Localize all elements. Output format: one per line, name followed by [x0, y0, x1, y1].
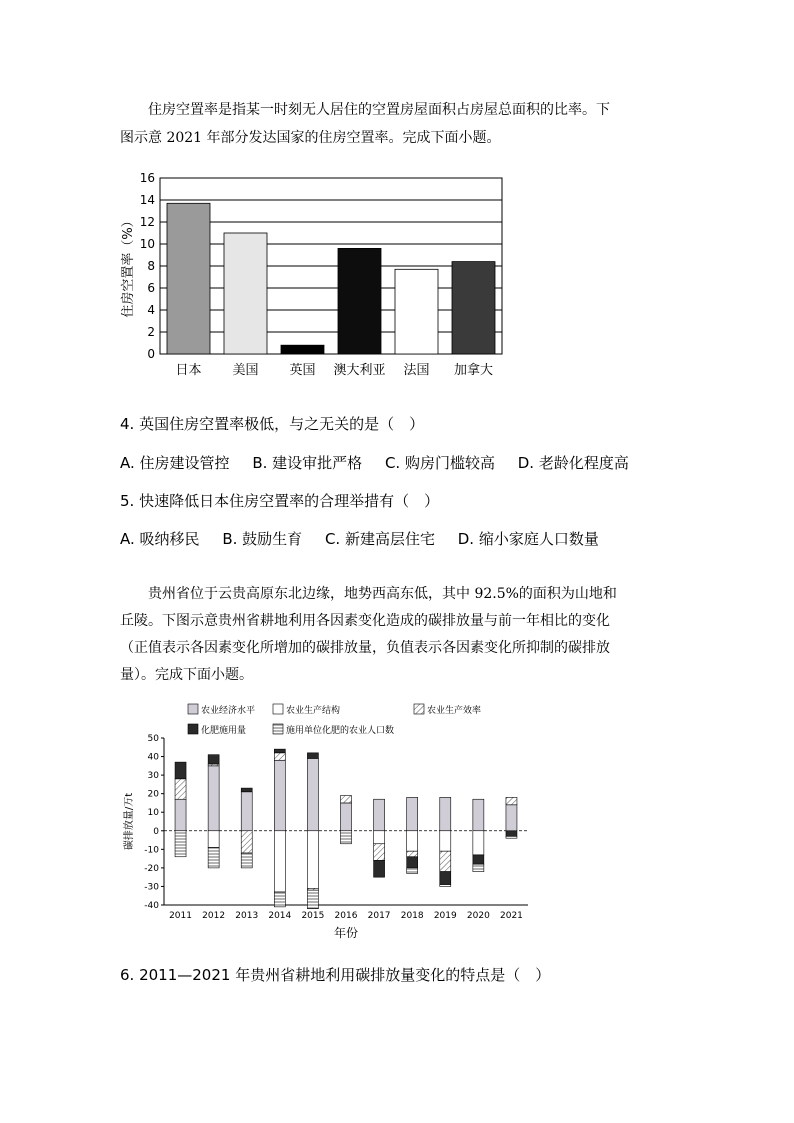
question-4-option-b[interactable]: B. 建设审批严格 [252, 454, 363, 472]
question-5-stem: 5. 快速降低日本住房空置率的合理举措有（ ） [120, 492, 440, 510]
y-tick-label: -20 [144, 863, 159, 874]
y-tick-label: 20 [147, 789, 159, 800]
question-4-option-d[interactable]: D. 老龄化程度高 [517, 454, 629, 472]
y-axis-label: 住房空置率（%） [121, 214, 136, 318]
passage-2-line-2: 丘陵。下图示意贵州省耕地利用各因素变化造成的碳排放量与前一年相比的变化 [120, 613, 610, 629]
bar-英国 [281, 345, 324, 354]
y-tick-label: 10 [147, 808, 159, 819]
segment-2015-0 [307, 758, 318, 830]
segment-2019-4 [440, 885, 451, 887]
segment-2017-3 [374, 860, 385, 877]
question-5-option-a[interactable]: A. 吸纳移民 [120, 530, 200, 548]
passage-2-line-3: （正值表示各因素变化所增加的碳排放量，负值表示各因素变化所抑制的碳排放 [120, 640, 610, 656]
segment-2012-1 [208, 831, 219, 848]
legend-label: 农业生产效率 [427, 706, 482, 716]
y-tick-label: 14 [139, 193, 155, 207]
x-tick-label: 法国 [403, 363, 430, 378]
y-axis-label: 碳排放量/万t [124, 792, 135, 851]
question-4-options [120, 452, 647, 473]
x-tick-label: 2016 [334, 911, 358, 921]
segment-2018-2 [407, 851, 418, 857]
segment-2014-3 [274, 749, 285, 753]
segment-2012-4 [208, 847, 219, 867]
segment-2015-3 [307, 753, 318, 759]
legend-swatch [414, 704, 424, 714]
y-tick-label: 6 [147, 281, 155, 295]
segment-2019-0 [440, 797, 451, 830]
legend-swatch [188, 724, 198, 734]
segment-2014-1 [274, 831, 285, 892]
legend-swatch [188, 704, 198, 714]
segment-2011-3 [175, 762, 186, 779]
x-tick-label: 2019 [433, 911, 457, 921]
segment-2019-1 [440, 831, 451, 851]
y-tick-label: 30 [147, 771, 159, 782]
segment-2012-3 [208, 755, 219, 764]
segment-2017-1 [374, 831, 385, 844]
legend-swatch [273, 704, 283, 714]
bar-日本 [167, 203, 210, 354]
y-tick-label: -10 [144, 845, 159, 856]
x-tick-label: 2015 [301, 911, 325, 921]
question-5-option-d[interactable]: D. 缩小家庭人口数量 [457, 530, 599, 548]
x-tick-label: 2018 [400, 911, 424, 921]
legend-label: 农业经济水平 [201, 706, 256, 716]
segment-2020-4 [473, 864, 484, 871]
segment-2018-3 [407, 857, 418, 868]
x-tick-label: 2012 [202, 911, 226, 921]
y-tick-label: 12 [139, 215, 155, 229]
segment-2020-3 [473, 855, 484, 864]
segment-2021-0 [506, 805, 517, 831]
question-5-option-c[interactable]: C. 新建高层住宅 [324, 530, 435, 548]
question-4-stem: 4. 英国住房空置率极低，与之无关的是（ ） [120, 415, 425, 433]
y-tick-label: 0 [147, 347, 155, 361]
segment-2014-2 [274, 753, 285, 760]
x-tick-label: 2020 [466, 911, 490, 921]
segment-2013-0 [241, 792, 252, 831]
y-tick-label: 2 [147, 325, 155, 339]
segment-2019-2 [440, 851, 451, 871]
segment-2018-0 [407, 797, 418, 830]
segment-2013-3 [241, 788, 252, 792]
segment-2017-2 [374, 844, 385, 861]
passage-1-line-1: 住房空置率是指某一时刻无人居住的空置房屋面积占房屋总面积的比率。下 [148, 102, 610, 118]
segment-2018-4 [407, 868, 418, 874]
legend-label: 施用单位化肥的农业人口数 [286, 726, 395, 736]
x-tick-label: 2017 [367, 911, 391, 921]
bar-澳大利亚 [338, 248, 381, 354]
segment-2018-1 [407, 831, 418, 851]
segment-2014-4 [274, 892, 285, 907]
y-tick-label: 16 [139, 171, 155, 185]
question-5-options [120, 528, 617, 549]
segment-2021-2 [506, 797, 517, 804]
segment-2015-4 [307, 890, 318, 909]
x-tick-label: 日本 [175, 363, 202, 378]
question-6-stem: 6. 2011—2021 年贵州省耕地利用碳排放量变化的特点是（ ） [120, 966, 551, 984]
x-tick-label: 英国 [289, 363, 316, 378]
y-tick-label: 40 [147, 752, 159, 763]
x-tick-label: 2013 [235, 911, 259, 921]
legend-label: 农业生产结构 [286, 706, 341, 716]
segment-2015-1 [307, 831, 318, 889]
y-tick-label: 10 [139, 237, 155, 251]
legend-swatch [273, 724, 283, 734]
segment-2020-0 [473, 799, 484, 831]
bar-加拿大 [452, 262, 495, 354]
question-4-option-c[interactable]: C. 购房门槛较高 [384, 454, 495, 472]
question-4-option-a[interactable]: A. 住房建设管控 [120, 454, 230, 472]
segment-2020-1 [473, 831, 484, 855]
passage-2-line-1: 贵州省位于云贵高原东北边缘，地势西高东低，其中 92.5%的面积为山地和 [148, 586, 617, 602]
segment-2016-0 [341, 803, 352, 831]
x-axis-label: 年份 [333, 926, 359, 940]
question-5-option-b[interactable]: B. 鼓励生育 [222, 530, 303, 548]
segment-2012-0 [208, 766, 219, 831]
y-tick-label: 0 [153, 826, 159, 837]
segment-2017-0 [374, 799, 385, 831]
x-tick-label: 2014 [268, 911, 292, 921]
y-tick-label: 4 [147, 303, 155, 317]
segment-2021-3 [506, 831, 517, 837]
segment-2011-4 [175, 831, 186, 857]
bar-美国 [224, 233, 267, 354]
segment-2016-4 [341, 831, 352, 844]
bar-法国 [395, 269, 438, 354]
legend-label: 化肥施用量 [201, 726, 247, 736]
vacancy-rate-bar-chart [110, 168, 510, 388]
segment-2021-4 [506, 836, 517, 838]
x-tick-label: 澳大利亚 [333, 363, 386, 378]
y-tick-label: -40 [144, 901, 159, 911]
segment-2019-3 [440, 872, 451, 885]
carbon-emission-stacked-chart [118, 700, 538, 945]
x-tick-label: 美国 [232, 363, 259, 378]
segment-2011-0 [175, 799, 186, 831]
y-tick-label: 8 [147, 259, 155, 273]
y-tick-label: 50 [147, 734, 159, 744]
segment-2013-4 [241, 853, 252, 868]
segment-2016-2 [341, 796, 352, 803]
passage-2-line-4: 量）。完成下面小题。 [120, 667, 253, 683]
segment-2011-2 [175, 779, 186, 799]
x-tick-label: 2021 [500, 911, 523, 921]
x-tick-label: 加拿大 [453, 363, 494, 378]
y-tick-label: -30 [144, 882, 159, 893]
passage-1-line-2: 图示意 2021 年部分发达国家的住房空置率。完成下面小题。 [120, 130, 501, 146]
segment-2013-2 [241, 831, 252, 853]
segment-2014-0 [274, 760, 285, 831]
x-tick-label: 2011 [169, 911, 192, 921]
